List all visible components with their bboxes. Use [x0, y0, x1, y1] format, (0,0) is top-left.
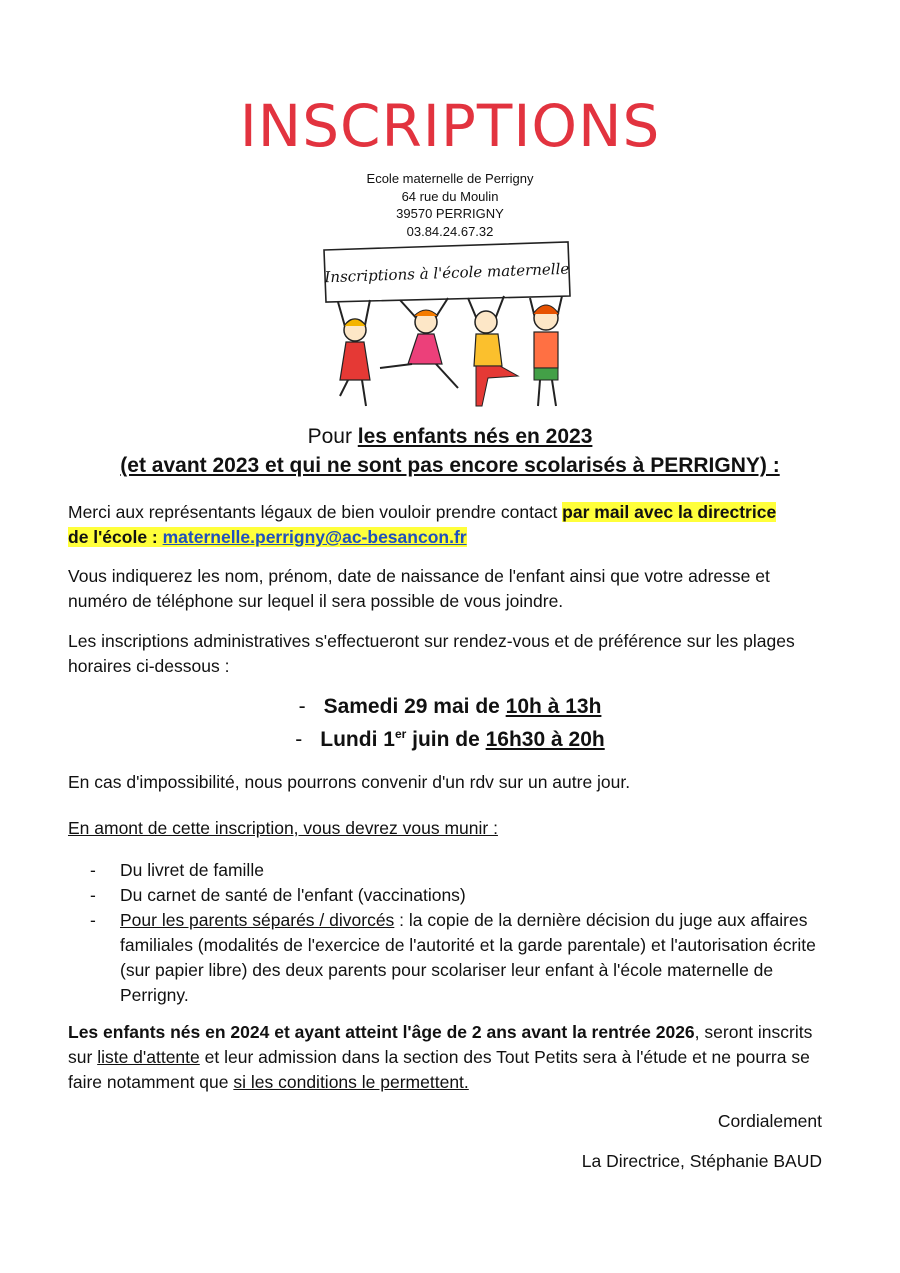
- list-item: - Pour les parents séparés / divorcés : la copie de la dernière décision du juge aux affaires familiales (modalités de l'exercice de l'autorité et la garde parentale) et l'autorisation écrite (sur papier libre) des deux parents pour scolariser leur enfant à l'école maternelle de Perrigny.: [90, 910, 816, 1005]
- schedule-dash: -: [295, 728, 303, 751]
- list-item: - Du livret de famille: [90, 858, 830, 883]
- banner-text: Inscriptions à l'école maternelle: [324, 259, 570, 287]
- school-address: [0, 170, 900, 240]
- bullet-dash: -: [90, 885, 96, 905]
- headline-birth-year: les enfants nés en 2023: [357, 425, 593, 448]
- slot1-time: 10h à 13h: [505, 695, 602, 718]
- slot2-sup: er: [394, 727, 407, 741]
- school-name: Ecole maternelle de Perrigny: [366, 171, 534, 186]
- school-city: 39570 PERRIGNY: [396, 206, 504, 221]
- slot1-day: Samedi 29 mai de: [323, 695, 506, 718]
- alternative-paragraph: En cas d'impossibilité, nous pourrons convenir d'un rdv sur un autre jour.: [68, 772, 631, 792]
- admin-paragraph: Les inscriptions administratives s'effectueront sur rendez-vous et de préférence sur les plages horaires ci-dessous :: [68, 631, 795, 676]
- bullet-dash: -: [90, 860, 96, 880]
- children-banner-illustration: [318, 238, 586, 414]
- bullet-dash: -: [90, 910, 96, 930]
- waitlist-underline-2: si les conditions le permettent.: [233, 1072, 469, 1092]
- schedule-slot-2: [0, 727, 900, 752]
- waitlist-bold: Les enfants nés en 2024 et ayant atteint l'âge de 2 ans avant la rentrée 2026: [68, 1022, 695, 1042]
- page-title: INSCRIPTIONS: [239, 92, 661, 160]
- documents-list: [90, 858, 830, 1008]
- schedule-dash: -: [298, 695, 306, 718]
- documents-heading: En amont de cette inscription, vous devrez vous munir :: [68, 818, 498, 838]
- signature: La Directrice, Stéphanie BAUD: [581, 1151, 822, 1171]
- school-street: 64 rue du Moulin: [401, 188, 499, 204]
- separated-parents-label: Pour les parents séparés / divorcés: [120, 910, 395, 930]
- headline-line2: (et avant 2023 et qui ne sont pas encore scolarisés à PERRIGNY) :: [120, 454, 780, 477]
- contact-highlight-1: par mail avec la directrice: [562, 502, 777, 522]
- contact-highlight-2: de l'école :: [68, 527, 163, 547]
- contact-text: Merci aux représentants légaux de bien vouloir prendre contact: [68, 502, 563, 522]
- headline-line1: [0, 425, 900, 449]
- waitlist-underline-1: liste d'attente: [97, 1047, 200, 1067]
- slot2-day-b: juin de: [406, 728, 486, 751]
- contact-email-link[interactable]: maternelle.perrigny@ac-besancon.fr: [162, 527, 467, 547]
- contact-paragraph: [68, 500, 828, 550]
- closing: Cordialement: [717, 1111, 822, 1131]
- slot2-time: 16h30 à 20h: [485, 728, 605, 751]
- school-phone: 03.84.24.67.32: [406, 223, 494, 239]
- list-item: - Du carnet de santé de l'enfant (vaccinations): [90, 883, 830, 908]
- info-paragraph: Vous indiquerez les nom, prénom, date de naissance de l'enfant ainsi que votre adresse et numéro de téléphone sur lequel il sera possible de vous joindre.: [68, 566, 770, 611]
- waitlist-paragraph: Les enfants nés en 2024 et ayant atteint l'âge de 2 ans avant la rentrée 2026, seront inscrits sur liste d'attente et leur admission dans la section des Tout Petits sera à l'étude et ne pourra se faire notamment que si les conditions le permettent.: [68, 1022, 813, 1092]
- headline-prefix: Pour: [307, 425, 358, 448]
- slot2-day-a: Lundi 1: [320, 728, 395, 751]
- schedule-slot-1: [0, 695, 900, 719]
